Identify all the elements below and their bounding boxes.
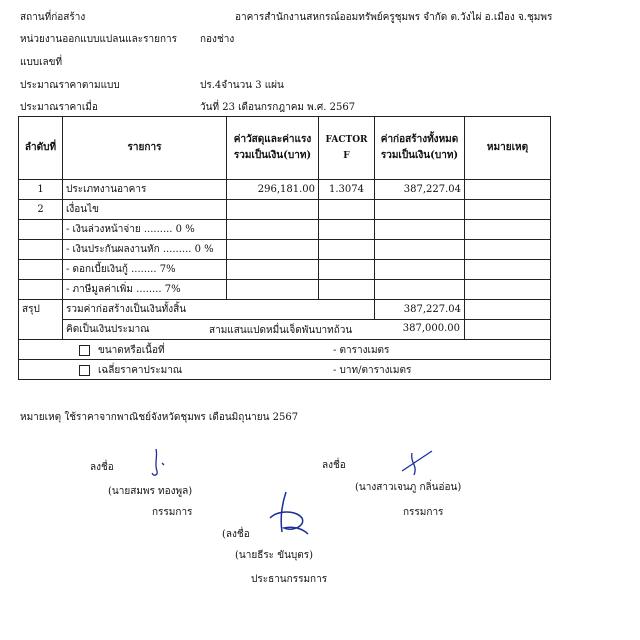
avg-unit: - บาท/ตารางเมตร bbox=[333, 365, 412, 376]
header-remark: หมายเหตุ bbox=[465, 117, 551, 180]
summary-total-value: 387,227.04 bbox=[375, 300, 465, 320]
signature-left-icon bbox=[140, 445, 180, 479]
rounded-cell bbox=[63, 320, 465, 340]
row-total bbox=[375, 280, 465, 300]
table-row bbox=[19, 220, 551, 240]
row-item: ประเภทงานอาคาร bbox=[63, 180, 227, 200]
table-row bbox=[19, 260, 551, 280]
estimate-table bbox=[18, 116, 551, 380]
rounded-empty bbox=[19, 320, 63, 340]
row-remark bbox=[465, 220, 551, 240]
row-remark bbox=[465, 280, 551, 300]
header-no: ลำดับที่ bbox=[19, 117, 63, 180]
plan-no-label: แบบเลขที่ bbox=[20, 57, 63, 68]
table-row bbox=[19, 180, 551, 200]
avg-cell bbox=[19, 360, 551, 380]
note: หมายเหตุ ใช้ราคาจากพาณิชย์จังหวัดชุมพร เดือนมิถุนายน 2567 bbox=[20, 412, 299, 423]
row-material: 296,181.00 bbox=[227, 180, 319, 200]
row-no bbox=[19, 240, 63, 260]
row-material bbox=[227, 220, 319, 240]
row-material bbox=[227, 200, 319, 220]
area-cell bbox=[19, 340, 551, 360]
row-factor bbox=[319, 200, 375, 220]
row-item: - ภาษีมูลค่าเพิ่ม ........ 7% bbox=[63, 280, 227, 300]
table-row bbox=[19, 240, 551, 260]
row-remark bbox=[465, 200, 551, 220]
header-material-labor: ค่าวัสดุและค่าแรงรวมเป็นเงิน(บาท) bbox=[227, 117, 319, 180]
rounded-value: 387,000.00 bbox=[402, 323, 460, 334]
row-remark bbox=[465, 180, 551, 200]
unit-value: กองช่าง bbox=[200, 34, 235, 45]
row-total: 387,227.04 bbox=[375, 180, 465, 200]
rounded-text: สามแสนแปดหมื่นเจ็ดพันบาทถ้วน bbox=[209, 325, 353, 336]
area-unit: - ตารางเมตร bbox=[333, 345, 390, 356]
sign-label-right: ลงชื่อ bbox=[322, 460, 346, 471]
row-item: - เงินล่วงหน้าจ่าย ......... 0 % bbox=[63, 220, 227, 240]
signature-right-icon bbox=[392, 445, 442, 481]
center-role: ประธานกรรมการ bbox=[251, 574, 328, 585]
summary-row bbox=[19, 300, 551, 320]
rounded-row bbox=[19, 320, 551, 340]
summary-label: สรุป bbox=[19, 300, 63, 320]
table-header-row bbox=[19, 117, 551, 180]
row-factor bbox=[319, 220, 375, 240]
summary-remark bbox=[465, 300, 551, 320]
left-name: (นายสมพร ทองพูล) bbox=[108, 486, 193, 497]
row-total bbox=[375, 200, 465, 220]
row-total bbox=[375, 220, 465, 240]
row-material bbox=[227, 260, 319, 280]
site-value: อาคารสำนักงานสหกรณ์ออมทรัพย์ครูชุมพร จำกัด ต.วังไผ่ อ.เมือง จ.ชุมพร bbox=[235, 12, 553, 23]
row-no: 2 bbox=[19, 200, 63, 220]
rounded-label: คิดเป็นเงินประมาณ bbox=[66, 324, 150, 335]
header-factor: FACTOR F bbox=[319, 117, 375, 180]
table-row bbox=[19, 280, 551, 300]
right-name: (นางสาวเจนภู กลิ่นอ่อน) bbox=[355, 482, 462, 493]
area-checkbox[interactable] bbox=[79, 345, 90, 356]
avg-checkbox[interactable] bbox=[79, 365, 90, 376]
row-factor bbox=[319, 260, 375, 280]
row-material bbox=[227, 280, 319, 300]
signature-center-icon bbox=[262, 488, 318, 544]
site-label: สถานที่ก่อสร้าง bbox=[20, 12, 86, 23]
unit-label: หน่วยงานออกแบบแปลนและรายการ bbox=[20, 34, 178, 45]
center-sign-label: (ลงชื่อ bbox=[222, 529, 250, 540]
row-no bbox=[19, 220, 63, 240]
area-row bbox=[19, 340, 551, 360]
row-item: เงื่อนไข bbox=[63, 200, 227, 220]
row-no bbox=[19, 280, 63, 300]
estimate-label: ประมาณราคาตามแบบ bbox=[20, 80, 120, 91]
sign-label-left: ลงชื่อ bbox=[90, 462, 114, 473]
rounded-remark bbox=[465, 320, 551, 340]
row-remark bbox=[465, 260, 551, 280]
center-name: (นายธีระ ขันบุตร) bbox=[235, 550, 314, 561]
left-role: กรรมการ bbox=[152, 507, 193, 518]
date-label: ประมาณราคาเมื่อ bbox=[20, 102, 98, 113]
date-value: วันที่ 23 เดือนกรกฎาคม พ.ศ. 2567 bbox=[200, 102, 356, 113]
row-total bbox=[375, 260, 465, 280]
summary-total-label: รวมค่าก่อสร้างเป็นเงินทั้งสิ้น bbox=[63, 300, 375, 320]
avg-label: เฉลี่ยราคาประมาณ bbox=[98, 365, 183, 376]
right-role: กรรมการ bbox=[403, 507, 444, 518]
area-label: ขนาดหรือเนื้อที่ bbox=[98, 345, 165, 356]
avg-row bbox=[19, 360, 551, 380]
row-remark bbox=[465, 240, 551, 260]
estimate-value: ปร.4จำนวน 3 แผ่น bbox=[200, 80, 284, 91]
row-factor bbox=[319, 240, 375, 260]
header-item: รายการ bbox=[63, 117, 227, 180]
row-item: - เงินประกันผลงานหัก ......... 0 % bbox=[63, 240, 227, 260]
row-item: - ดอกเบี้ยเงินกู้ ........ 7% bbox=[63, 260, 227, 280]
table-row bbox=[19, 200, 551, 220]
row-total bbox=[375, 240, 465, 260]
row-material bbox=[227, 240, 319, 260]
header-total: ค่าก่อสร้างทั้งหมดรวมเป็นเงิน(บาท) bbox=[375, 117, 465, 180]
row-factor: 1.3074 bbox=[319, 180, 375, 200]
row-no: 1 bbox=[19, 180, 63, 200]
row-factor bbox=[319, 280, 375, 300]
row-no bbox=[19, 260, 63, 280]
